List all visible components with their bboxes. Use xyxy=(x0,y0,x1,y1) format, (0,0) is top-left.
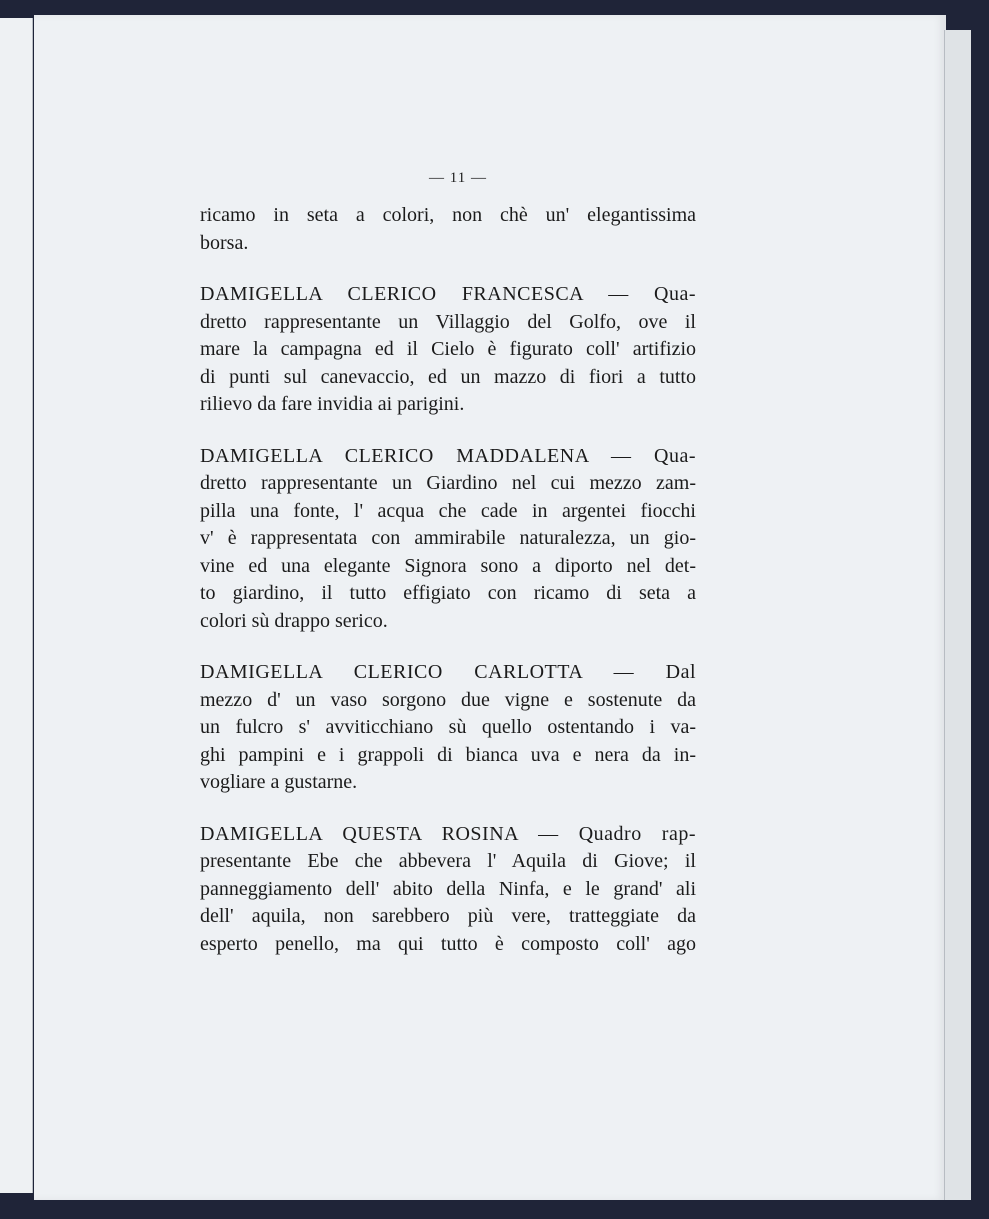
text-line: ghi pampini e i grappoli di bianca uva e nera da in- xyxy=(200,743,696,766)
text-line: dell' aquila, non sarebbero più vere, tratteggiate da xyxy=(200,905,696,927)
left-page-edge xyxy=(0,18,33,1193)
text-line: ricamo in seta a colori, non chè un' elegantissima xyxy=(200,204,696,226)
text-line: vogliare a gustarne. xyxy=(200,771,358,793)
text-line: dretto rappresentante un Giardino nel cui mezzo zam- xyxy=(200,472,696,494)
page-number: — 11 — xyxy=(429,170,487,186)
text-line: rilievo da fare invidia ai parigini. xyxy=(200,393,465,415)
text-line: panneggiamento dell' abito della Ninfa, e le grand' ali xyxy=(200,877,696,900)
page-text xyxy=(200,170,696,982)
text-line: di punti sul canevaccio, ed un mazzo di fiori a tutto xyxy=(200,365,696,388)
text-line: mezzo d' un vaso sorgono due vigne e sostenute da xyxy=(200,688,696,711)
text-line: un fulcro s' avviticchiano sù quello ostentando i va- xyxy=(200,716,696,738)
text-line: DAMIGELLA CLERICO CARLOTTA — Dal xyxy=(200,661,696,683)
text-line: esperto penello, ma qui tutto è composto coll' ago xyxy=(200,932,696,955)
paragraph-clerico-francesca xyxy=(200,281,696,419)
text-line: dretto rappresentante un Villaggio del Golfo, ove il xyxy=(200,310,696,333)
text-line: borsa. xyxy=(200,231,249,254)
right-page-edge xyxy=(944,30,971,1200)
paragraph-clerico-carlotta xyxy=(200,659,696,797)
paragraph-questa-rosina xyxy=(200,821,696,959)
text-line: presentante Ebe che abbevera l' Aquila di Giove; il xyxy=(200,850,696,872)
text-line: DAMIGELLA QUESTA ROSINA — Quadro rap- xyxy=(200,822,696,845)
text-line: pilla una fonte, l' acqua che cade in argentei fiocchi xyxy=(200,499,696,522)
text-line: mare la campagna ed il Cielo è figurato coll' artifizio xyxy=(200,338,696,360)
text-line: to giardino, il tutto effigiato con ricamo di seta a xyxy=(200,582,696,604)
text-line: v' è rappresentata con ammirabile naturalezza, un gio- xyxy=(200,527,696,549)
text-line: colori sù drappo serico. xyxy=(200,609,388,632)
text-line: DAMIGELLA CLERICO FRANCESCA — Qua- xyxy=(200,283,696,305)
text-line: vine ed una elegante Signora sono a diporto nel det- xyxy=(200,554,696,577)
paragraph-continuation xyxy=(200,202,696,257)
paragraph-clerico-maddalena xyxy=(200,443,696,636)
text-line: DAMIGELLA CLERICO MADDALENA — Qua- xyxy=(200,444,696,467)
